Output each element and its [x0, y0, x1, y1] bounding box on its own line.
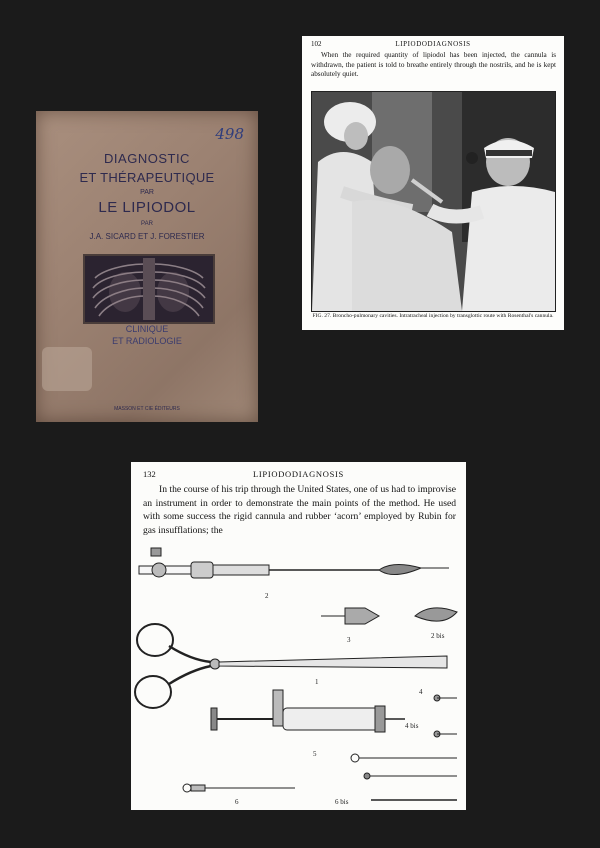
instrument-plate-illustration — [131, 542, 466, 810]
cover-authors: J.A. SICARD ET J. FORESTIER — [89, 232, 205, 241]
page-number: 132 — [143, 469, 156, 479]
cover-title-line1: DIAGNOSTIC — [104, 151, 190, 166]
cover-subtitle-line1: CLINIQUE — [125, 324, 169, 334]
cover-title-line3: LE LIPIODOL — [98, 199, 196, 216]
injection-scene-illustration — [312, 92, 555, 311]
figure-label: 1 — [315, 678, 319, 686]
book-page-132 — [131, 462, 466, 810]
cover-par: PAR — [140, 189, 154, 196]
cover-publisher: MASSON ET CIE ÉDITEURS — [114, 406, 180, 412]
page-paragraph: When the required quantity of lipiodol has been injected, the cannula is withdrawn, the patient is told to breathe entirely through the nostrils, and he is kept absolutely quiet. — [311, 51, 556, 79]
acorn-tip-icon — [415, 608, 457, 621]
rigid-cannula-icon — [139, 548, 449, 578]
cover-title-line2: ET THÉRAPEUTIQUE — [79, 170, 215, 185]
figure-label: 4 — [419, 688, 423, 696]
chest-xray-image — [83, 254, 215, 324]
figure-label: 4 bis — [405, 722, 419, 730]
cover-subtitle-line2: ET RADIOLOGIE — [112, 336, 182, 346]
figure-label: 6 — [235, 798, 239, 806]
ribcage-icon — [85, 256, 213, 322]
forceps-icon — [135, 624, 447, 708]
handwritten-number: 498 — [215, 125, 244, 143]
running-head: LIPIODODIAGNOSIS — [395, 40, 471, 48]
page-paragraph: In the course of his trip through the United States, one of us had to improvise an instrument in order to demonstrate the main points of the method. He used with some success the rigid cannula and rubber ‘acorn’ employed by Rubin for gas insufflations; the — [143, 484, 456, 536]
figure-label: 2 bis — [431, 632, 445, 640]
figure-label: 5 — [313, 750, 317, 758]
rubber-acorn-icon — [321, 608, 379, 624]
figure-label: 3 — [347, 636, 351, 644]
book-cover — [36, 111, 258, 422]
figure-label: 6 bis — [335, 798, 349, 806]
page-number: 102 — [311, 40, 322, 48]
cover-par-authors: PAR — [141, 221, 153, 227]
syringe-icon — [211, 690, 405, 732]
running-head: LIPIODODIAGNOSIS — [252, 469, 344, 479]
book-page-102 — [302, 36, 564, 330]
stylet-icon — [183, 784, 295, 792]
figure-caption: FIG. 27. Broncho-pulmonary cavities. Intratracheal injection by transglottic route with Rosenthal's cannula. — [312, 313, 554, 319]
clinical-photograph — [311, 91, 556, 312]
needle-adaptor-icon — [434, 695, 457, 737]
cover-stain — [42, 347, 92, 391]
figure-label: 2 — [265, 592, 269, 600]
